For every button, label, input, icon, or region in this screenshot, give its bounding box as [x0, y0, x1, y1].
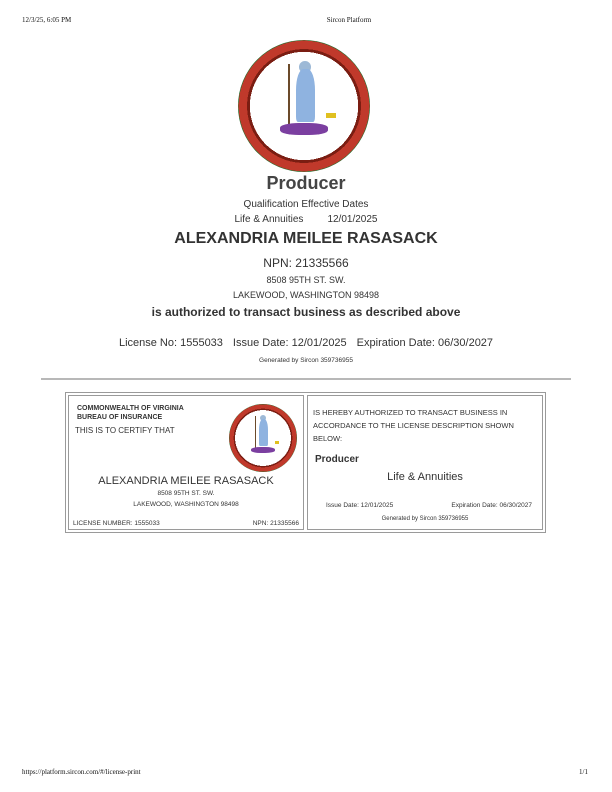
virginia-state-seal-icon: [229, 404, 297, 472]
license-details: [0, 337, 612, 349]
license-type-title: Producer: [266, 173, 346, 193]
divider: [41, 378, 571, 380]
card-address-line1: 8508 95TH ST. SW.: [157, 490, 215, 497]
card-issue-date: Issue Date: 12/01/2025: [326, 502, 394, 509]
expiration-date: Expiration Date: 06/30/2027: [356, 337, 494, 349]
qualification-label: Qualification Effective Dates: [243, 199, 369, 210]
license-number: License No: 1555033: [118, 337, 223, 349]
seal-fallen-tyrant: [251, 447, 275, 453]
address-line2: LAKEWOOD, WASHINGTON 98498: [232, 290, 380, 300]
virginia-state-seal-icon: [238, 40, 370, 172]
qualification-row: [0, 214, 612, 225]
print-url: https://platform.sircon.com/#/license-print: [22, 768, 141, 776]
card-npn: NPN: 21335566: [252, 520, 299, 527]
issue-date: Issue Date: 12/01/2025: [232, 337, 347, 349]
seal-crown: [326, 113, 335, 118]
npn: NPN: 21335566: [263, 256, 349, 270]
line-of-authority: Life & Annuities: [234, 214, 304, 225]
holder-name: ALEXANDRIA MEILEE RASASACK: [174, 230, 438, 247]
card-authorization-text: IS HEREBY AUTHORIZED TO TRANSACT BUSINESS IN ACCORDANCE TO THE LICENSE DESCRIPTION SHOWN BELOW:: [313, 408, 514, 443]
card-expiration-date: Expiration Date: 06/30/2027: [451, 502, 532, 509]
seal-fallen-tyrant: [280, 123, 328, 135]
wallet-card-front: [68, 395, 304, 530]
print-page-number: 1/1: [579, 768, 588, 776]
seal-spear: [288, 64, 290, 130]
card-license-number: LICENSE NUMBER: 1555033: [73, 520, 160, 527]
card-license-type: Producer: [315, 454, 359, 465]
qualification-effective-date: 12/01/2025: [327, 214, 378, 225]
wallet-card-back: [307, 395, 543, 530]
seal-figure-virtus: [296, 69, 314, 122]
org-line2: BUREAU OF INSURANCE: [77, 414, 163, 421]
authorized-statement: is authorized to transact business as described above: [151, 305, 461, 319]
seal-spear: [255, 416, 256, 450]
card-generated-by: Generated by Sircon 359736955: [381, 516, 469, 522]
address-line1: 8508 95TH ST. SW.: [266, 275, 346, 285]
org-line1: COMMONWEALTH OF VIRGINIA: [77, 405, 184, 412]
card-address-line2: LAKEWOOD, WASHINGTON 98498: [133, 501, 239, 508]
card-line-of-authority: Life & Annuities: [387, 471, 463, 483]
certify-text: THIS IS TO CERTIFY THAT: [75, 426, 175, 435]
card-holder-name: ALEXANDRIA MEILEE RASASACK: [98, 475, 274, 487]
print-datetime: 12/3/25, 6:05 PM: [22, 16, 72, 24]
print-page-title: Sircon Platform: [326, 16, 372, 24]
seal-figure-virtus: [259, 419, 269, 446]
generated-by: Generated by Sircon 359736955: [259, 357, 353, 364]
seal-crown: [275, 441, 280, 444]
